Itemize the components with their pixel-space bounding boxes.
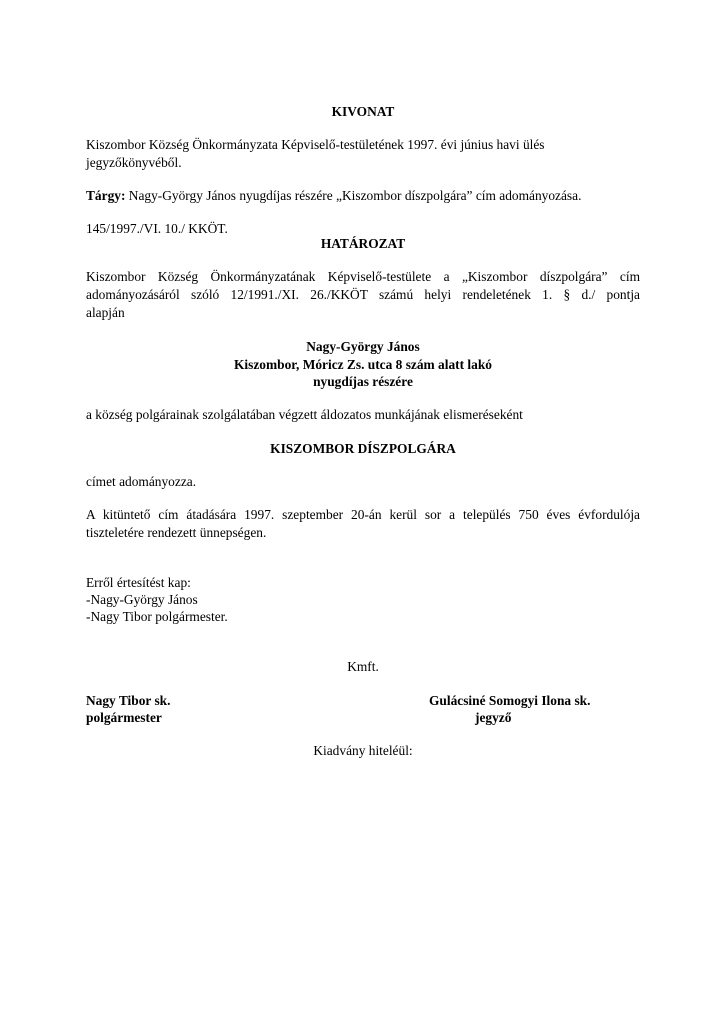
preamble-paragraph [86,268,640,322]
subject-line [86,187,581,205]
signer-right-role: jegyző [475,710,512,725]
certification-note: Kiadvány hiteléül: [313,743,413,758]
recipient-address: Kiszombor, Móricz Zs. utca 8 szám alatt lakó [234,357,492,372]
ceremony-line-2: tiszteletére rendezett ünnepségen. [86,525,267,540]
notify-heading: Erről értesítést kap: [86,575,191,590]
document-title: KIVONAT [331,104,395,119]
ceremony-line-1: A kitüntető cím átadására 1997. szeptember 20-án kerül sor a település 750 éves évfordulója [86,507,640,522]
intro-paragraph [86,136,640,172]
intro-line-2: jegyzőkönyvéből. [86,155,182,170]
kmft: Kmft. [347,659,379,674]
preamble-line-3: alapján [86,305,125,320]
signer-left-name: Nagy Tibor sk. [86,693,171,708]
signer-left-role: polgármester [86,710,162,725]
ceremony-paragraph [86,506,640,542]
preamble-line-1: Kiszombor Község Önkormányzatának Képviselő-testülete a „Kiszombor díszpolgára” cím [86,269,640,284]
awards-statement: címet adományozza. [86,474,197,489]
subject-text: Nagy-György János nyugdíjas részére „Kiszombor díszpolgára” cím adományozása. [125,188,582,203]
intro-line-1: Kiszombor Község Önkormányzata Képviselő-testületének 1997. évi június havi ülés [86,137,545,152]
notify-item: -Nagy-György János [86,592,198,607]
resolution-heading: HATÁROZAT [320,236,406,251]
award-reason: a község polgárainak szolgálatában végzett áldozatos munkájának elismeréseként [86,407,523,422]
preamble-line-2: adományozásáról szóló 12/1991./XI. 26./KKÖT számú helyi rendeletének 1. § d./ pontja [86,287,640,302]
reference-number: 145/1997./VI. 10./ KKÖT. [86,221,228,236]
notify-item: -Nagy Tibor polgármester. [86,609,228,624]
awarded-title: KISZOMBOR DÍSZPOLGÁRA [270,441,456,456]
subject-label: Tárgy: [86,188,126,203]
recipient-status: nyugdíjas részére [313,374,413,389]
recipient-name: Nagy-György János [306,339,420,354]
signer-right-name: Gulácsiné Somogyi Ilona sk. [429,693,591,708]
